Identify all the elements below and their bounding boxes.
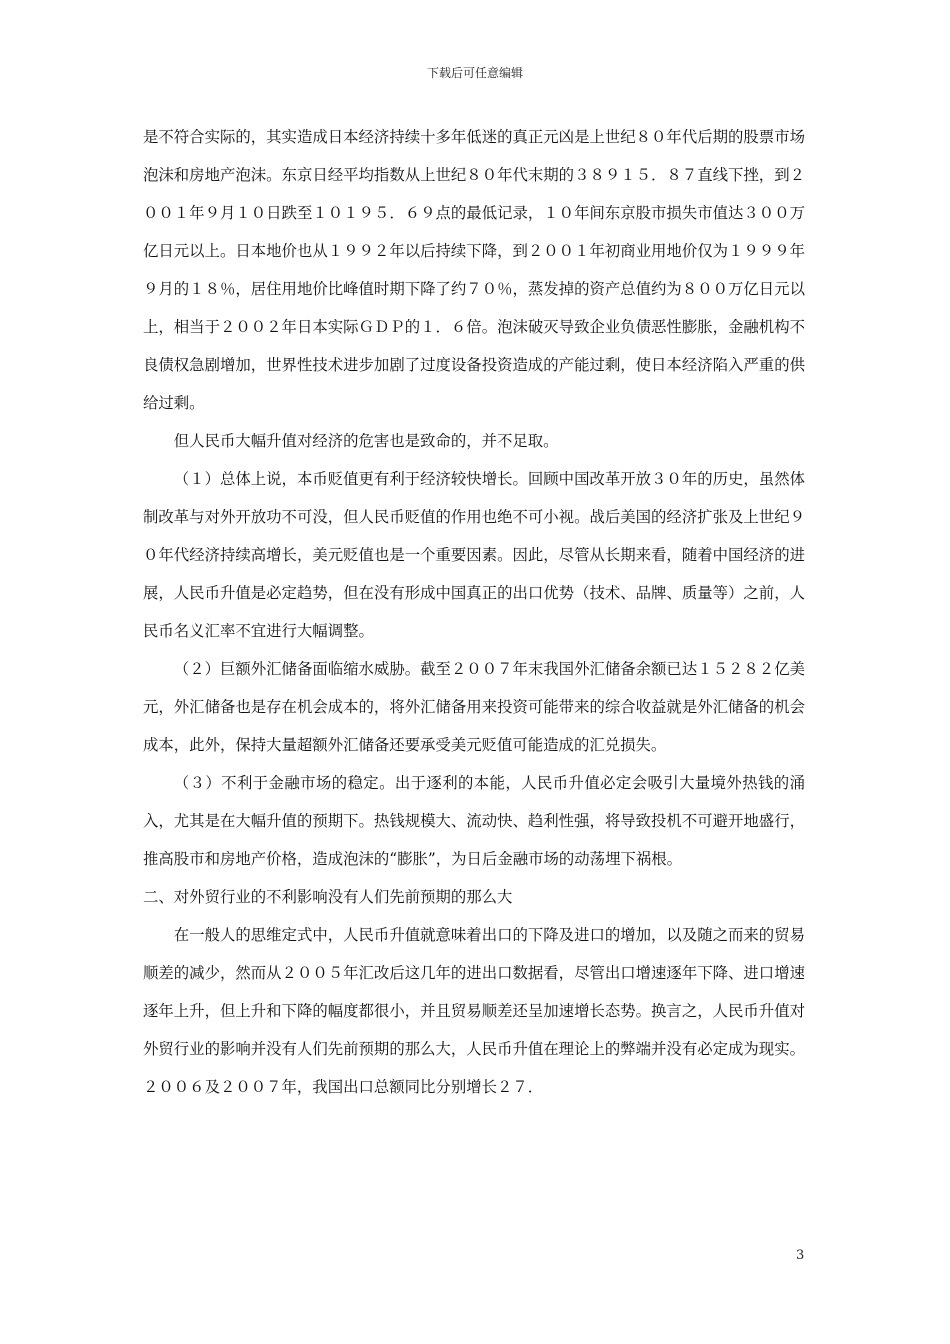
paragraph-bubble-causes: 是不符合实际的，其实造成日本经济持续十多年低迷的真正元凶是上世纪８０年代后期的股票市场泡沫和房地产泡沫。东京日经平均指数从上世纪８０年代末期的３８９１５．８７直线下挫，到２００１年９月１０日跌至１０１９５．６９点的最低记录，１０年间东京股市损失市值达３００万亿日元以上。日本地价也从１９９２年以后持续下降，到２００１年初商业用地价仅为１９９９年９月的１８％，居住用地价比峰值时期下降了约７０％，蒸发掉的资产总值约为８００万亿日元以上，相当于２００２年日本实际ＧＤＰ的１．６倍。泡沫破灭导致企业负债恶性膨胀，金融机构不良债权急剧增加，世界性技术进步加剧了过度设备投资造成的产能过剩，使日本经济陷入严重的供给过剩。 [143,128,805,412]
paragraph-point-2: （２）巨额外汇储备面临缩水威胁。截至２００７年末我国外汇储备余额已达１５２８２亿美元，外汇储备也是存在机会成本的，将外汇储备用来投资可能带来的综合收益就是外汇储备的机会成本，此外，保持大量超额外汇储备还要承受美元贬值可能造成的汇兑损失。 [143,660,805,754]
section-heading-2: 二、对外贸行业的不利影响没有人们先前预期的那么大 [143,888,513,906]
paragraph-appreciation-harm: 但人民币大幅升值对经济的危害也是致命的，并不足取。 [173,432,559,450]
document-body [143,118,805,1106]
paragraph-point-3: （３）不利于金融市场的稳定。出于逐利的本能，人民币升值必定会吸引大量境外热钱的涌入，尤其是在大幅升值的预期下。热钱规模大、流动快、趋利性强，将导致投机不可避开地盛行，推高股市和房地产价格，造成泡沫的“膨胀”，为日后金融市场的动荡埋下祸根。 [143,774,805,868]
paragraph-point-1: （１）总体上说，本币贬值更有利于经济较快增长。回顾中国改革开放３０年的历史，虽然体制改革与对外开放功不可没，但人民币贬值的作用也绝不可小视。战后美国的经济扩张及上世纪９０年代经济持续高增长，美元贬值也是一个重要因素。因此，尽管从长期来看，随着中国经济的进展，人民币升值是必定趋势，但在没有形成中国真正的出口优势（技术、品牌、质量等）之前，人民币名义汇率不宜进行大幅调整。 [143,470,805,640]
page-number: 3 [796,1248,805,1263]
page-header: 下载后可任意编辑 [426,66,523,80]
paragraph-trade-impact: 在一般人的思维定式中，人民币升值就意味着出口的下降及进口的增加，以及随之而来的贸易顺差的减少，然而从２００５年汇改后这几年的进出口数据看，尽管出口增速逐年下降、进口增速逐年上升，但上升和下降的幅度都很小，并且贸易顺差还呈加速增长态势。换言之，人民币升值对外贸行业的影响并没有人们先前预期的那么大，人民币升值在理论上的弊端并没有必定成为现实。２００６及２００７年，我国出口总额同比分别增长２７． [143,926,805,1096]
